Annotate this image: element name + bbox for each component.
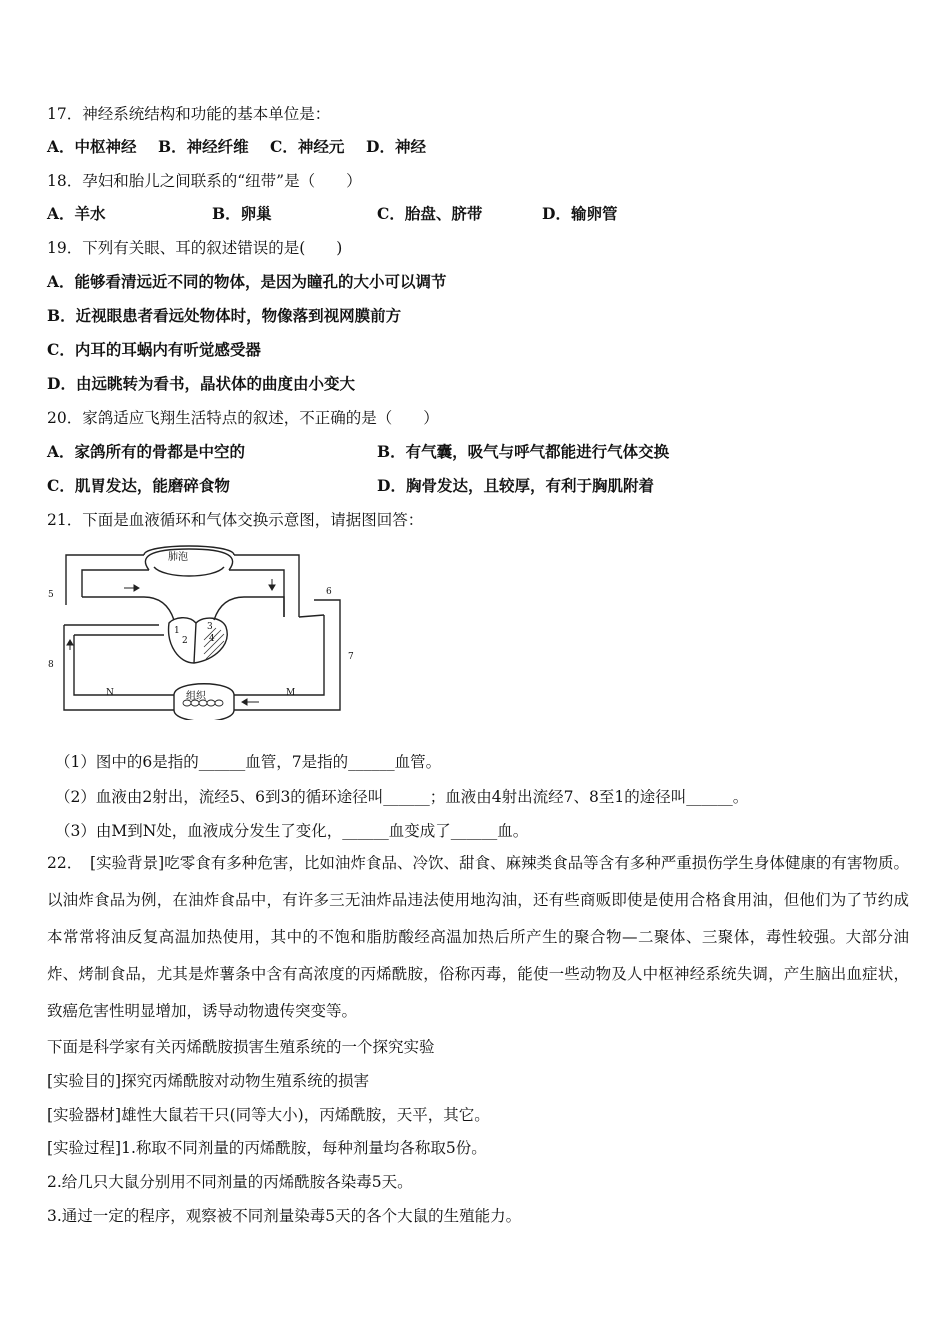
pulmonary-vein-line-left (66, 555, 144, 597)
tissue-label: 组织 (186, 691, 206, 702)
arrow-head-4 (242, 699, 247, 705)
arrow-head-2 (269, 585, 275, 590)
q21-stem: 21．下面是血液循环和气体交换示意图，请据图回答： (47, 511, 424, 529)
q17-stem: 17．神经系统结构和功能的基本单位是： (47, 105, 331, 123)
q21-sub3: （3）由M到N处，血液成分发生了变化，______血变成了______血。 (55, 822, 529, 840)
label-2: 2 (182, 636, 188, 646)
vessel-7-join (299, 615, 324, 617)
q17-option-c: C．神经元 (270, 137, 345, 156)
arrow-head-1 (134, 585, 139, 591)
pulmonary-inner-left (82, 570, 149, 597)
label-4: 4 (209, 634, 215, 644)
q19-option-c: C．内耳的耳蜗内有听觉感受器 (47, 340, 261, 359)
q18-option-a: A．羊水 (47, 204, 106, 223)
q20-option-d: D．胸骨发达，且较厚，有利于胸肌附着 (377, 476, 654, 495)
q22-line-step2: 2.给几只大鼠分别用不同剂量的丙烯酰胺各染毒5天。 (47, 1173, 413, 1191)
q21-sub1: （1）图中的6是指的______血管，7是指的______血管。 (55, 753, 442, 771)
systemic-inner-right (234, 615, 324, 695)
q19-option-d: D．由远眺转为看书，晶状体的曲度由小变大 (47, 374, 355, 393)
label-n: N (106, 688, 114, 698)
q17-option-d: D．神经 (366, 137, 426, 156)
alveoli-label: 肺泡 (168, 552, 188, 563)
systemic-left (64, 625, 174, 710)
alveolus-outer (144, 546, 234, 555)
label-6: 6 (326, 587, 332, 597)
q20-option-b: B．有气囊，吸气与呼气都能进行气体交换 (377, 442, 670, 461)
q18-option-c: C．胎盘、脐带 (377, 204, 483, 223)
heart-septum (194, 623, 196, 663)
label-m: M (286, 688, 296, 698)
q19-stem: 19．下列有关眼、耳的叙述错误的是( ) (47, 239, 343, 257)
q19-option-b: B．近视眼患者看远处物体时，物像落到视网膜前方 (47, 306, 402, 325)
label-7: 7 (348, 652, 354, 662)
q21-sub2: （2）血液由2射出，流经5、6到3的循环途径叫______；血液由4射出流经7、8至1的途径叫______。 (55, 788, 749, 806)
q18-stem: 18．孕妇和胎儿之间联系的“纽带”是（ ） (47, 172, 362, 190)
q22-line-step3: 3.通过一定的程序，观察被不同剂量染毒5天的各个大鼠的生殖能力。 (47, 1207, 522, 1225)
blood-circulation-diagram (44, 545, 364, 720)
label-5: 5 (48, 590, 54, 600)
q22-line-purpose: [实验目的]探究丙烯酰胺对动物生殖系统的损害 (47, 1072, 370, 1090)
alveolus-inner (145, 549, 232, 570)
q18-option-b: B．卵巢 (212, 204, 272, 223)
q17-option-a: A．中枢神经 (47, 137, 137, 156)
vessel-to-left-heart (82, 597, 174, 620)
q22-line-step1: [实验过程]1.称取不同剂量的丙烯酰胺，每种剂量均各称取5份。 (47, 1139, 487, 1157)
q20-stem: 20．家鸽适应飞翔生活特点的叙述，不正确的是（ ） (47, 409, 439, 427)
q22-line-intro: 下面是科学家有关丙烯酰胺损害生殖系统的一个探究实验 (47, 1038, 435, 1056)
label-3: 3 (207, 622, 213, 632)
vessel-from-right-heart (214, 597, 284, 620)
q20-option-a: A．家鸽所有的骨都是中空的 (47, 442, 246, 461)
pulmonary-inner-right (229, 570, 284, 617)
q17-option-b: B．神经纤维 (158, 137, 249, 156)
heart-outline (169, 618, 228, 663)
alveolus-capillary (154, 567, 224, 576)
q18-option-d: D．输卵管 (542, 204, 618, 223)
q22-line-materials: [实验器材]雄性大鼠若干只(同等大小)，丙烯酰胺，天平，其它。 (47, 1106, 490, 1124)
q20-option-c: C．肌胃发达，能磨碎食物 (47, 476, 230, 495)
arrow-head-3 (67, 640, 73, 645)
systemic-inner-left (74, 635, 174, 695)
label-1: 1 (174, 626, 180, 636)
q19-option-a: A．能够看清远近不同的物体，是因为瞳孔的大小可以调节 (47, 272, 447, 291)
label-8: 8 (48, 660, 54, 670)
pulmonary-line-right (234, 555, 299, 617)
q22-background-paragraph: 22． [实验背景]吃零食有多种危害，比如油炸食品、冷饮、甜食、麻辣类食品等含有多种严重损伤学生身体健康的有害物质。以油炸食品为例，在油炸食品中，有许多三无油炸品违法使用地沟油，还有些商贩即使是使用合格食用油，但他们为了节约成本常常将油反复高温加热使用，其中的不饱和脂肪酸经高温加热后所产生的聚合物—二聚体、三聚体，毒性较强。大部分油炸、烤制食品，尤其是炸薯条中含有高浓度的丙烯酰胺，俗称丙毒，能使一些动物及人中枢神经系统失调，产生脑出血症状，致癌危害性明显增加，诱导动物遗传突变等。 (47, 854, 909, 1020)
